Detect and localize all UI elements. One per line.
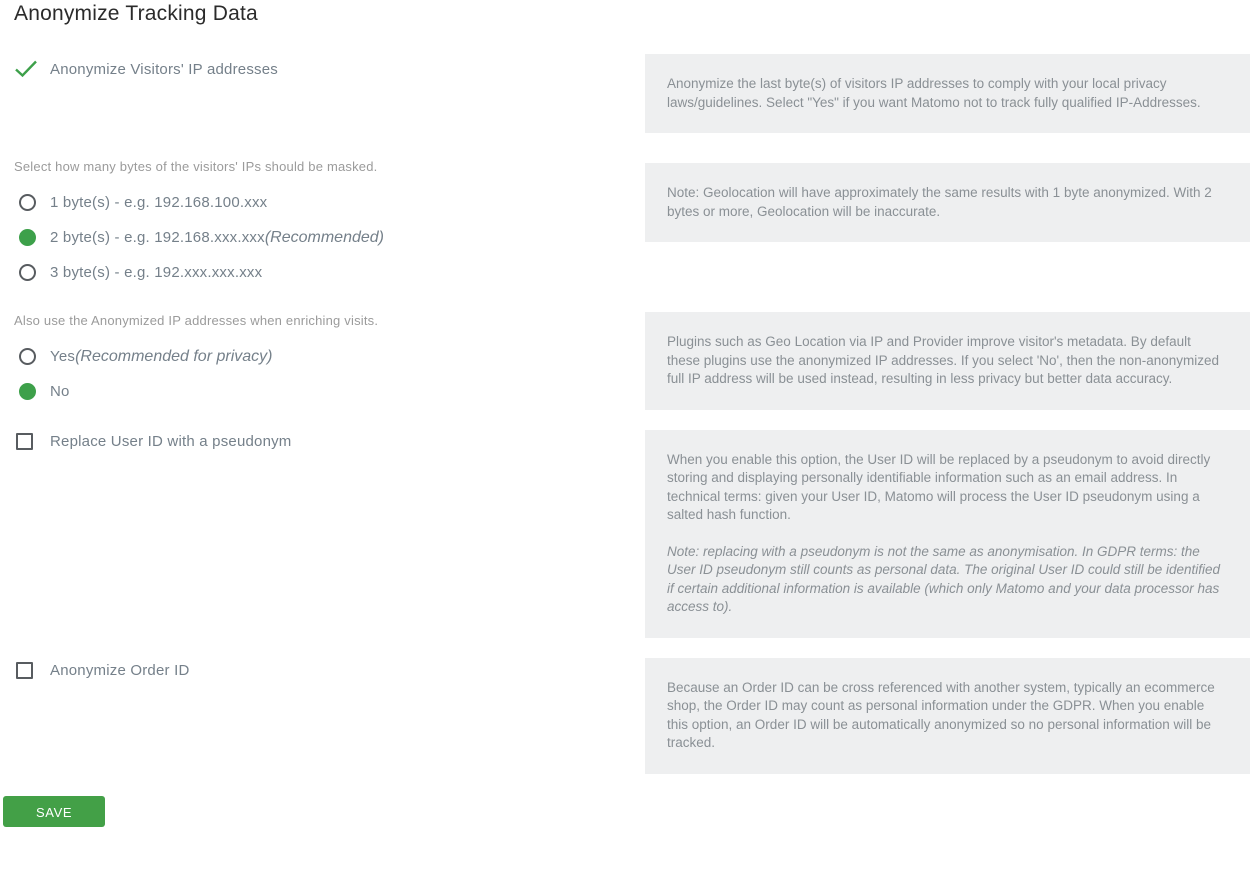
- radio-button-yes[interactable]: [19, 348, 36, 365]
- help-text: When you enable this option, the User ID will be replaced by a pseudonym to avoid directly storing and displaying personally identifiable information such as an email address. In technical terms: given your User ID, Matomo will process the User ID pseudonym using a salted hash function.: [667, 451, 1211, 522]
- radio-suffix-2byte-recommended: (Recommended): [264, 228, 384, 246]
- help-text: Note: Geolocation will have approximately the same results with 1 byte anonymized. With 2 bytes or more, Geolocation will be inaccurate.: [667, 185, 1212, 219]
- radio-suffix-yes-recommended: (Recommended for privacy): [75, 347, 273, 365]
- help-box-pseudonym: [645, 430, 1250, 638]
- field-row-mask-bytes: [0, 158, 1251, 290]
- help-text: Anonymize the last byte(s) of visitors IP addresses to comply with your local privacy laws/guidelines. Select "Yes" if you want Matomo not to track fully qualified IP-Addresses.: [667, 76, 1201, 110]
- page-title: Anonymize Tracking Data: [14, 2, 258, 25]
- help-box-order-id: [645, 658, 1250, 774]
- checkbox-label-pseudonym[interactable]: Replace User ID with a pseudonym: [50, 432, 292, 450]
- radio-group-use-anonymized: [14, 339, 645, 409]
- radio-button-2byte-selected[interactable]: [19, 229, 36, 246]
- radio-option-1byte: [14, 185, 645, 220]
- radio-label-2byte[interactable]: 2 byte(s) - e.g. 192.168.xxx.xxx: [50, 229, 265, 246]
- save-button[interactable]: SAVE: [3, 796, 105, 827]
- help-box-use-anonymized: [645, 312, 1250, 410]
- help-box-mask-bytes: [645, 163, 1250, 242]
- help-text: Plugins such as Geo Location via IP and Provider improve visitor's metadata. By default these plugins use the anonymized IP addresses. If you select 'No', then the non-anonymized full IP address will be used instead, resulting in less privacy but better data accuracy.: [667, 334, 1219, 386]
- checkbox-label-anonymize-ip[interactable]: Anonymize Visitors' IP addresses: [50, 60, 278, 78]
- field-description-use-anonymized: Also use the Anonymized IP addresses when enriching visits.: [14, 313, 379, 328]
- radio-button-3byte[interactable]: [19, 264, 36, 281]
- radio-label-3byte[interactable]: 3 byte(s) - e.g. 192.xxx.xxx.xxx: [50, 264, 263, 281]
- checkbox-label-order-id[interactable]: Anonymize Order ID: [50, 661, 190, 679]
- checkbox-order-id-unchecked[interactable]: [16, 662, 33, 679]
- help-box-anonymize-ip: [645, 54, 1250, 133]
- field-description-mask-bytes: Select how many bytes of the visitors' IPs should be masked.: [14, 159, 378, 174]
- radio-button-1byte[interactable]: [19, 194, 36, 211]
- radio-option-no: [14, 374, 645, 409]
- radio-group-mask-bytes: [14, 185, 645, 290]
- radio-option-2byte: [14, 220, 645, 255]
- field-row-pseudonym: [0, 430, 1251, 638]
- help-note-text: Note: replacing with a pseudonym is not the same as anonymisation. In GDPR terms: the User ID pseudonym still counts as personal data. The original User ID could still be identified if certain additional information is available (which only Matomo and your data processor has access to).: [667, 543, 1221, 614]
- field-row-use-anonymized: [0, 312, 1251, 410]
- field-row-order-id: [0, 658, 1251, 774]
- checkbox-pseudonym-unchecked[interactable]: [16, 433, 33, 450]
- help-text: Because an Order ID can be cross referenced with another system, typically an ecommerce shop, the Order ID may count as personal information under the GDPR. When you enable this option, an Order ID will be automatically anonymized so no personal information will be tracked.: [667, 679, 1215, 750]
- radio-option-yes: [14, 339, 645, 374]
- checkmark-icon[interactable]: [14, 60, 38, 78]
- radio-button-no-selected[interactable]: [19, 383, 36, 400]
- field-row-anonymize-ip: [0, 54, 1251, 133]
- radio-label-1byte[interactable]: 1 byte(s) - e.g. 192.168.100.xxx: [50, 194, 268, 211]
- radio-option-3byte: [14, 255, 645, 290]
- radio-label-yes[interactable]: Yes: [50, 348, 76, 365]
- radio-label-no[interactable]: No: [50, 383, 70, 400]
